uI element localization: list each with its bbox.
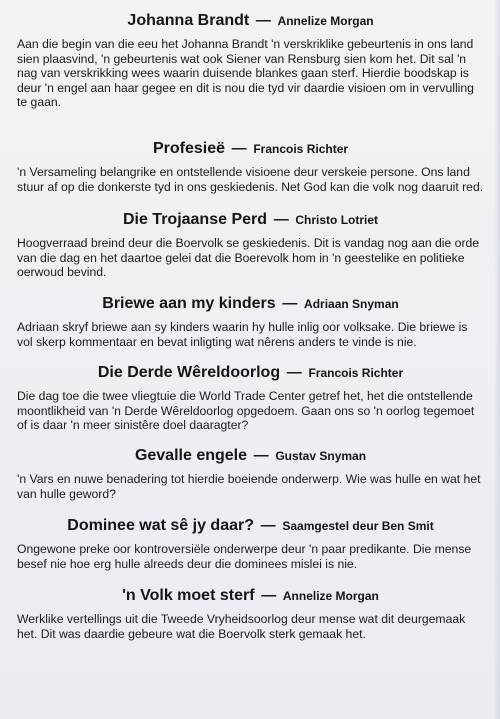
title-author-separator: — — [273, 211, 289, 229]
catalog-entry-johanna-brandt — [17, 8, 484, 110]
book-description: 'n Versameling belangrike en ontstellende visioene deur verskeie persone. Ons land stuur af op die donkerste tyd in ons geskiedenis. Net God kan die volk nog daaruit red. — [17, 164, 484, 194]
title-author-separator: — — [286, 364, 302, 382]
book-author: Christo Lotriet — [295, 213, 379, 228]
book-title: Dominee wat sê jy daar? — [67, 517, 254, 535]
title-author-separator: — — [255, 12, 271, 29]
book-description: Hoogverraad breind deur die Boervolk se geskiedenis. Dit is vandag nog aan die orde van die dag en het daartoe gelei dat die Boerevolk hom in 'n geestelike en politieke oerwoud bevind. — [17, 236, 480, 280]
entry-heading — [17, 443, 484, 466]
book-description: Werklike vertellings uit die Tweede Vryheidsoorlog deur mense wat dit deurgemaak het. Dit was daardie gebeure wat die Boervolk sterk gemaak het. — [17, 612, 466, 641]
title-author-separator: — — [260, 517, 276, 535]
entry-heading — [17, 136, 484, 159]
title-author-separator: — — [231, 139, 247, 157]
entry-heading — [17, 583, 484, 606]
book-author: Adriaan Snyman — [304, 296, 399, 311]
book-author: Francois Richter — [253, 141, 349, 156]
book-title: Johanna Brandt — [127, 12, 250, 29]
book-author: Annelize Morgan — [277, 14, 374, 28]
book-title: Die Derde Wêreldoorlog — [97, 364, 281, 382]
book-description: Adriaan skryf briewe aan sy kinders waarin hy hulle inlig oor volksake. Die briewe is vol skerp kommentaar en bevat inligting wat nêrens anders te vinde is nie. — [17, 319, 468, 349]
book-title: 'n Volk moet sterf — [122, 587, 255, 605]
book-title: Profesieë — [152, 139, 225, 157]
book-description: Ongewone preke oor kontroversiële onderwerpe deur 'n paar predikante. Die mense besef nie hoe erg hulle alreeds deur die dominees mislei is nie. — [17, 542, 472, 571]
catalog-entry-n-volk-moet-sterf — [17, 583, 484, 641]
book-description: Aan die begin van die eeu het Johanna Brandt 'n verskriklike gebeurtenis in ons land sien plaasvind, 'n gebeurtenis wat ook Siener van Rensburg sien kom het. Dit sal 'n nag van verskrikking wees waarin duisende blankes gaan sterf. Hierdie boodskap is deur 'n engel aan haar gegee en dit is nou die tyd vir daardie visioen om in vervulling te gaan. — [17, 37, 474, 110]
book-title: Briewe aan my kinders — [102, 294, 276, 312]
book-author: Saamgestel deur Ben Smit — [282, 519, 434, 534]
entry-heading — [17, 360, 484, 383]
book-description: 'n Vars en nuwe benadering tot hierdie boeiende onderwerp. Wie was hulle en wat het van hulle geword? — [17, 471, 481, 501]
entry-heading — [17, 207, 484, 230]
title-author-separator: — — [282, 294, 298, 312]
book-author: Annelize Morgan — [282, 589, 379, 604]
catalog-entry-dominee-wat-se-jy-daar — [17, 513, 484, 571]
book-title: Die Trojaanse Perd — [122, 211, 268, 229]
book-title: Gevalle engele — [134, 446, 247, 464]
entry-heading — [17, 8, 484, 31]
catalog-entry-derde-wereldoorlog — [17, 360, 484, 433]
title-author-separator: — — [261, 587, 277, 605]
entry-heading — [17, 291, 484, 314]
catalog-entry-profesiee — [17, 136, 484, 194]
catalog-entry-gevalle-engele — [17, 443, 484, 501]
book-author: Gustav Snyman — [275, 448, 367, 463]
catalog-entry-trojaanse-perd — [17, 207, 484, 280]
book-description: Die dag toe die twee vliegtuie die World Trade Center getref het, het die ontstellende moontlikheid van 'n Derde Wêreldoorlog opgedoem. Gaan ons so 'n oorlog tegemoet of is daar 'n meer sinistêre doel daaragter? — [17, 389, 475, 433]
book-author: Francois Richter — [308, 366, 404, 381]
title-author-separator: — — [253, 446, 269, 464]
entry-heading — [17, 513, 484, 536]
catalog-entry-briewe-aan-my-kinders — [17, 291, 484, 349]
